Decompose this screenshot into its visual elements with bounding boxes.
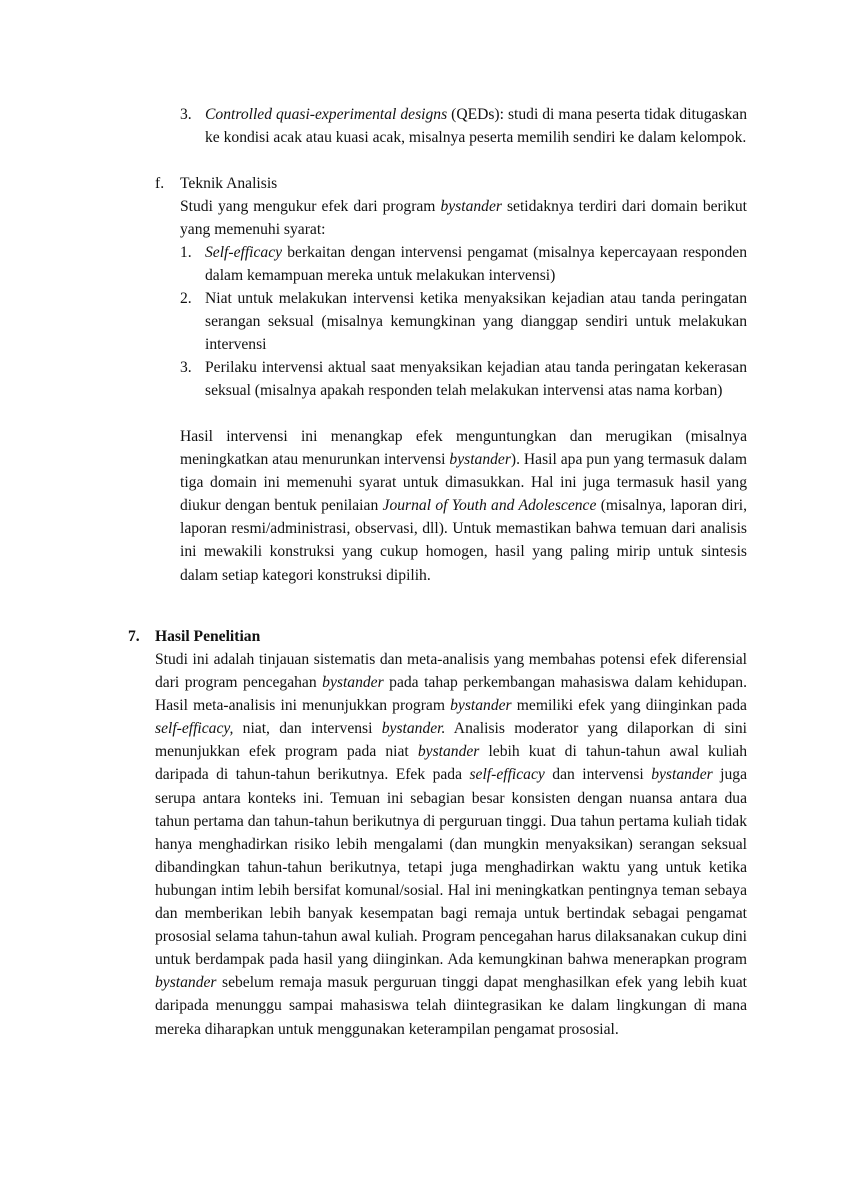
section-f-marker: f. [155, 175, 165, 192]
section-7-title: Hasil Penelitian [155, 628, 261, 645]
section-7-marker: 7. [128, 628, 140, 645]
qed-list-item [205, 103, 747, 149]
list-marker: 2. [180, 290, 192, 307]
section-f-title: Teknik Analisis [180, 175, 278, 192]
qed-description: (QEDs): studi di mana peserta tidak ditugaskan ke kondisi acak atau kuasi acak, misalnya peserta memilih sendiri ke dalam kelompok. [205, 106, 747, 147]
section-7-paragraph: Studi ini adalah tinjauan sistematis dan meta-analisis yang membahas potensi efek diferensial dari program pencegahan bystander pada tahap perkembangan mahasiswa dalam kehidupan. Hasil meta-analisis ini menunjukkan program bystander memiliki efek yang diinginkan pada self-efficacy, niat, dan intervensi bystander. Analisis moderator yang dilaporkan di sini menunjukkan efek program pada niat bystander lebih kuat di tahun-tahun awal kuliah daripada di tahun-tahun berikutnya. Efek pada self-efficacy dan intervensi bystander juga serupa antara konteks ini. Temuan ini sebagian besar konsisten dengan nuansa antara dua tahun pertama dan tahun-tahun berikutnya di perguruan tinggi. Dua tahun pertama kuliah tidak hanya menghadirkan risiko lebih mengalami (dan mungkin menyaksikan) serangan seksual dibandingkan tahun-tahun berikutnya, tetapi juga menghadirkan waktu yang untuk ketika hubungan intim lebih bersifat komunal/sosial. Hal ini meningkatkan pentingnya teman sebaya dan memberikan lebih banyak kesempatan bagi remaja untuk bertindak sebagai pengamat prososial selama tahun-tahun awal kuliah. Program pencegahan harus dilaksanakan cukup dini untuk berdampak pada hasil yang diinginkan. Ada kemungkinan bahwa menerapkan program bystander sebelum remaja masuk perguruan tinggi dapat menghasilkan efek yang lebih kuat daripada menunggu sampai mahasiswa telah diintegrasikan ke dalam lingkungan di mana mereka diharapkan untuk menggunakan keterampilan pengamat prososial. [155, 651, 748, 1038]
list-marker: 3. [180, 359, 192, 376]
domain-item-self-efficacy: Self-efficacy berkaitan dengan intervensi pengamat (misalnya kepercayaan responden dalam kemampuan mereka untuk melakukan intervensi) [205, 244, 747, 285]
qed-term: Controlled quasi-experimental designs [205, 106, 448, 123]
list-marker: 3. [180, 106, 192, 123]
domain-item-intention: Niat untuk melakukan intervensi ketika menyaksikan kejadian atau tanda peringatan serangan seksual (misalnya kemungkinan yang dianggap sendiri untuk melakukan intervensi [205, 290, 747, 354]
section-f-paragraph: Hasil intervensi ini menangkap efek menguntungkan dan merugikan (misalnya meningkatkan atau menurunkan intervensi bystander). Hasil apa pun yang termasuk dalam tiga domain ini memenuhi syarat untuk dimasukkan. Hal ini juga termasuk hasil yang diukur dengan bentuk penilaian Journal of Youth and Adolescence (misalnya, laporan diri, laporan resmi/administrasi, observasi, dll). Untuk memastikan bahwa temuan dari analisis ini mewakili konstruksi yang cukup homogen, hasil yang paling mirip untuk sintesis dalam setiap kategori konstruksi dipilih. [180, 428, 747, 584]
list-marker: 1. [180, 244, 192, 261]
section-f-intro: Studi yang mengukur efek dari program bystander setidaknya terdiri dari domain berikut yang memenuhi syarat: [180, 198, 748, 239]
domain-item-behavior: Perilaku intervensi aktual saat menyaksikan kejadian atau tanda peringatan kekerasan seksual (misalnya apakah responden telah melakukan intervensi atas nama korban) [205, 359, 747, 400]
